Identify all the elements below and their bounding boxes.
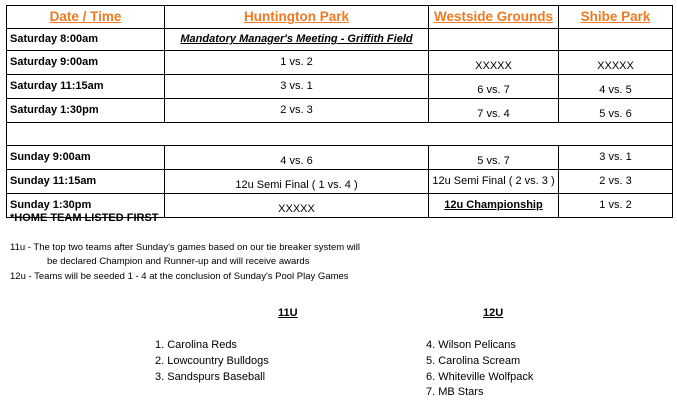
table-row bbox=[7, 99, 673, 123]
meeting-cell: Mandatory Manager's Meeting - Griffith Field bbox=[165, 29, 429, 51]
game-cell: XXXXX bbox=[165, 194, 429, 218]
team-11u: 2. Lowcountry Bulldogs bbox=[155, 355, 269, 367]
header-shibe-park: Shibe Park bbox=[559, 6, 673, 29]
time-cell: Sunday 9:00am bbox=[7, 146, 165, 170]
team-12u: 6. Whiteville Wolfpack bbox=[426, 371, 534, 383]
championship-cell: 12u Championship bbox=[429, 194, 559, 218]
team-11u: 1. Carolina Reds bbox=[155, 339, 237, 351]
game-cell: 4 vs. 6 bbox=[165, 146, 429, 170]
table-row bbox=[7, 51, 673, 75]
game-cell: 7 vs. 4 bbox=[429, 99, 559, 123]
empty-cell bbox=[429, 29, 559, 51]
game-cell: 2 vs. 3 bbox=[165, 99, 429, 123]
spacer-row bbox=[7, 123, 673, 146]
game-cell: 4 vs. 5 bbox=[559, 75, 673, 99]
game-cell: 5 vs. 7 bbox=[429, 146, 559, 170]
header-huntington-park: Huntington Park bbox=[165, 6, 429, 29]
time-cell: Saturday 8:00am bbox=[7, 29, 165, 51]
time-cell: Saturday 11:15am bbox=[7, 75, 165, 99]
rule-11u-line2: be declared Champion and Runner-up and will receive awards bbox=[47, 256, 310, 267]
game-cell: XXXXX bbox=[559, 51, 673, 75]
table-row bbox=[7, 29, 673, 51]
time-cell: Saturday 1:30pm bbox=[7, 99, 165, 123]
game-cell: 3 vs. 1 bbox=[165, 75, 429, 99]
time-cell: Sunday 11:15am bbox=[7, 170, 165, 194]
team-12u: 5. Carolina Scream bbox=[426, 355, 521, 367]
rule-12u: 12u - Teams will be seeded 1 - 4 at the conclusion of Sunday's Pool Play Games bbox=[10, 271, 349, 282]
game-cell: 12u Semi Final ( 2 vs. 3 ) bbox=[429, 170, 559, 194]
time-cell: Sunday 1:30pm bbox=[7, 194, 165, 218]
table-row bbox=[7, 75, 673, 99]
empty-cell bbox=[559, 29, 673, 51]
game-cell: 3 vs. 1 bbox=[559, 146, 673, 170]
game-cell: 5 vs. 6 bbox=[559, 99, 673, 123]
header-row bbox=[7, 6, 673, 29]
time-cell: Saturday 9:00am bbox=[7, 51, 165, 75]
team-12u: 7. MB Stars bbox=[426, 386, 484, 398]
division-12u-title: 12U bbox=[483, 307, 504, 319]
game-cell: 1 vs. 2 bbox=[559, 194, 673, 218]
game-cell: 1 vs. 2 bbox=[165, 51, 429, 75]
game-cell: 12u Semi Final ( 1 vs. 4 ) bbox=[165, 170, 429, 194]
table-row bbox=[7, 170, 673, 194]
home-team-note: *HOME TEAM LISTED FIRST bbox=[10, 212, 159, 224]
spacer-cell bbox=[7, 123, 673, 146]
team-11u: 3. Sandspurs Baseball bbox=[155, 371, 266, 383]
game-cell: 6 vs. 7 bbox=[429, 75, 559, 99]
game-cell: 2 vs. 3 bbox=[559, 170, 673, 194]
rule-11u-line1: 11u - The top two teams after Sunday's games based on our tie breaker system will bbox=[10, 242, 360, 253]
division-11u-title: 11U bbox=[278, 307, 298, 319]
game-cell: XXXXX bbox=[429, 51, 559, 75]
table-row bbox=[7, 146, 673, 170]
schedule-table bbox=[6, 5, 673, 218]
header-date-time: Date / Time bbox=[7, 6, 165, 29]
team-12u: 4. Wilson Pelicans bbox=[426, 339, 516, 351]
header-westside-grounds: Westside Grounds bbox=[429, 6, 559, 29]
